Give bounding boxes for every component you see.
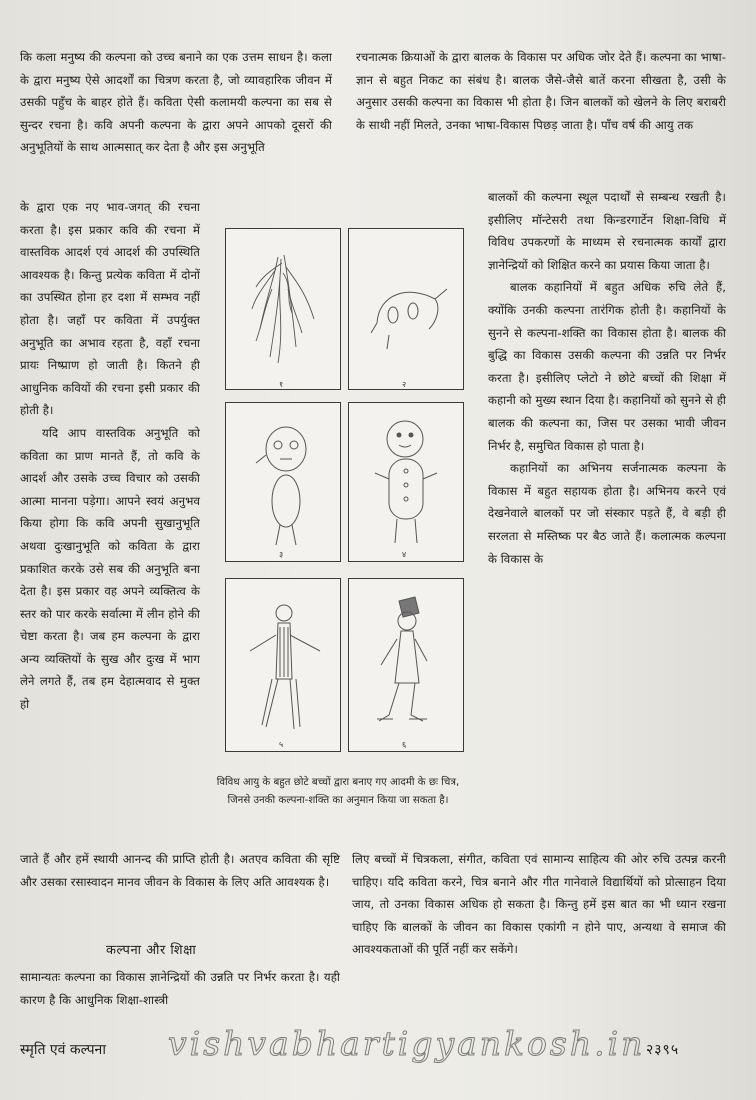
right-paragraph-1: बालकों की कल्पना स्थूल पदार्थों से सम्बन्ध रखती है। इसीलिए मॉन्टेसरी तथा किन्डरगार्टेन शिक्षा-विधि में विविध उपकरणों के माध्यम से रचनात्मक कार्यों द्वारा ज्ञानेन्द्रियों को शिक्षित करने का प्रयास किया जाता है।	[488, 190, 726, 272]
drawing-panel-1: १	[225, 228, 341, 390]
drawing-panel-5: ५	[225, 578, 341, 752]
section-heading: कल्पना और शिक्षा	[106, 943, 197, 958]
top-right-paragraph: रचनात्मक क्रियाओं के द्वारा बालक के विकास पर अधिक जोर देते हैं। कल्पना का भाषा-ज्ञान से बहुत निकट का संबंध है। बालक जैसे-जैसे बातें करना सीखता है, उसी के अनुसार उसकी कल्पना का विकास भी होता है। जिन बालकों को खेलने के लिए बराबरी के साथी नहीं मिलते, उनका भाषा-विकास पिछड़ जाता है। पाँच वर्ष की आयु तक	[356, 50, 726, 132]
left-column	[20, 196, 200, 716]
striped-man-drawing-icon	[226, 579, 340, 751]
running-footer-title: स्मृति एवं कल्पना	[20, 1042, 106, 1058]
stick-figure-drawing-icon	[226, 403, 340, 561]
right-column	[488, 186, 726, 570]
right-paragraph-3: कहानियों का अभिनय सर्जनात्मक कल्पना के विकास में बहुत सहायक होता है। अभिनय करने एवं देखनेवाले बालकों पर जो संस्कार पड़ते हैं, वे बड़ी ही सरलता से मस्तिष्क पर बैठ जाते हैं। कलात्मक कल्पना के विकास के	[488, 461, 726, 566]
top-left-paragraph: कि कला मनुष्य की कल्पना को उच्च बनाने का एक उत्तम साधन है। कला के द्वारा मनुष्य ऐसे आदर्शों का चित्रण करता है, जो व्यावहारिक जीवन में उसकी पहुँच के बाहर होते हैं। कविता ऐसी कलामयी कल्पना का सब से सुन्दर रचना है। कवि अपनी कल्पना के द्वारा अपने आपको दूसरों की अनुभूतियों के साथ आत्मसात् कर देता है और इस अनुभूति	[20, 50, 332, 155]
drawing-panel-2: २	[348, 228, 464, 390]
scribble-drawing-icon	[226, 229, 340, 389]
buttoned-figure-drawing-icon	[349, 403, 463, 561]
section-paragraph: सामान्यतः कल्पना का विकास ज्ञानेन्द्रियों की उन्नति पर निर्भर करता है। यही कारण है कि आधुनिक शिक्षा-शास्त्री	[20, 970, 340, 1007]
round-face-drawing-icon	[349, 229, 463, 389]
left-paragraph-1: के द्वारा एक नए भाव-जगत् की रचना करता है। इस प्रकार कवि की रचना में वास्तविक आदर्श एवं आदर्श की उपस्थिति आवश्यक है। किन्तु प्रत्येक कविता में दोनों का उपस्थित होना हर दशा में सम्भव नहीं होता है। जहाँ पर कविता में उपर्युक्त अनुभूति का अभाव रहता है, वहाँ रचना प्रायः निष्प्राण हो जाती है। कितने ही आधुनिक कवियों की रचना इसी प्रकार की होती है।	[20, 200, 200, 418]
page-number: २३९५	[646, 1042, 680, 1058]
drawing-panel-3: ३	[225, 402, 341, 562]
left-bottom-paragraph: जाते हैं और हमें स्थायी आनन्द की प्राप्ति होती है। अतएव कविता की सृष्टि और उसका रसास्वादन मानव जीवन के विकास के लिए अति आवश्यक है।	[20, 852, 340, 889]
right-paragraph-2: बालक कहानियों में बहुत अधिक रुचि लेते हैं, क्योंकि उनकी कल्पना तारंगिक होती है। कहानियों के सुनने से कल्पना-शक्ति का विकास होता है। बालक की बुद्धि का विकास उसकी कल्पना की उन्नति पर निर्भर करता है। इसीलिए प्लेटो ने छोटे बच्चों की शिक्षा में कहानी को मुख्य स्थान दिया है। कहानियों को सुनने से ही बालक की कल्पना का, जिस पर उसका भावी जीवन निर्भर है, समुचित विकास हो पाता है।	[488, 280, 726, 453]
right-bottom-paragraph: लिए बच्चों में चित्रकला, संगीत, कविता एवं सामान्य साहित्य की ओर रुचि उत्पन्न करनी चाहिए। यदि कविता करने, चित्र बनाने और गीत गानेवाले विद्यार्थियों को प्रोत्साहन दिया जाय, तो उनका विकास अधिक हो सकता है। किन्तु हमें इस बात का भी ध्यान रखना चाहिए कि बालकों के जीवन का विकास एकांगी न होने पाए, अन्यथा वे समाज की आवश्यकताओं की पूर्ति नहीं कर सकेंगे।	[352, 852, 726, 957]
hat-man-drawing-icon	[349, 579, 463, 751]
children-drawings-figure	[220, 220, 468, 768]
drawing-panel-4: ४	[348, 402, 464, 562]
left-paragraph-2: यदि आप वास्तविक अनुभूति को कविता का प्राण मानते हैं, तो कवि के आदर्श और उसके उच्च विचार को उसकी आत्मा मानना पड़ेगा। आपने स्वयं अनुभव किया होगा कि कवि अपनी सुखानुभूति अथवा दुःखानुभूति को कविता के द्वारा प्रकाशित करके उसे सब की अनुभूति बना देता है। इस प्रकार वह अपने व्यक्तित्व के स्तर को पार करके सर्वात्मा में लीन होने की चेष्टा करता है। जब हम कल्पना के द्वारा अन्य व्यक्तियों के सुख और दुःख में भाग लेने लगते हैं, तब हम देहात्मवाद से मुक्त हो	[20, 425, 200, 712]
figure-caption: विविध आयु के बहुत छोटे बच्चों द्वारा बनाए गए आदमी के छः चित्र, जिनसे उनकी कल्पना-शक्ति का अनुमान किया जा सकता है।	[216, 777, 460, 806]
source-watermark: vishvabhartigyankosh.in	[168, 1024, 646, 1063]
drawing-panel-6: ६	[348, 578, 464, 752]
